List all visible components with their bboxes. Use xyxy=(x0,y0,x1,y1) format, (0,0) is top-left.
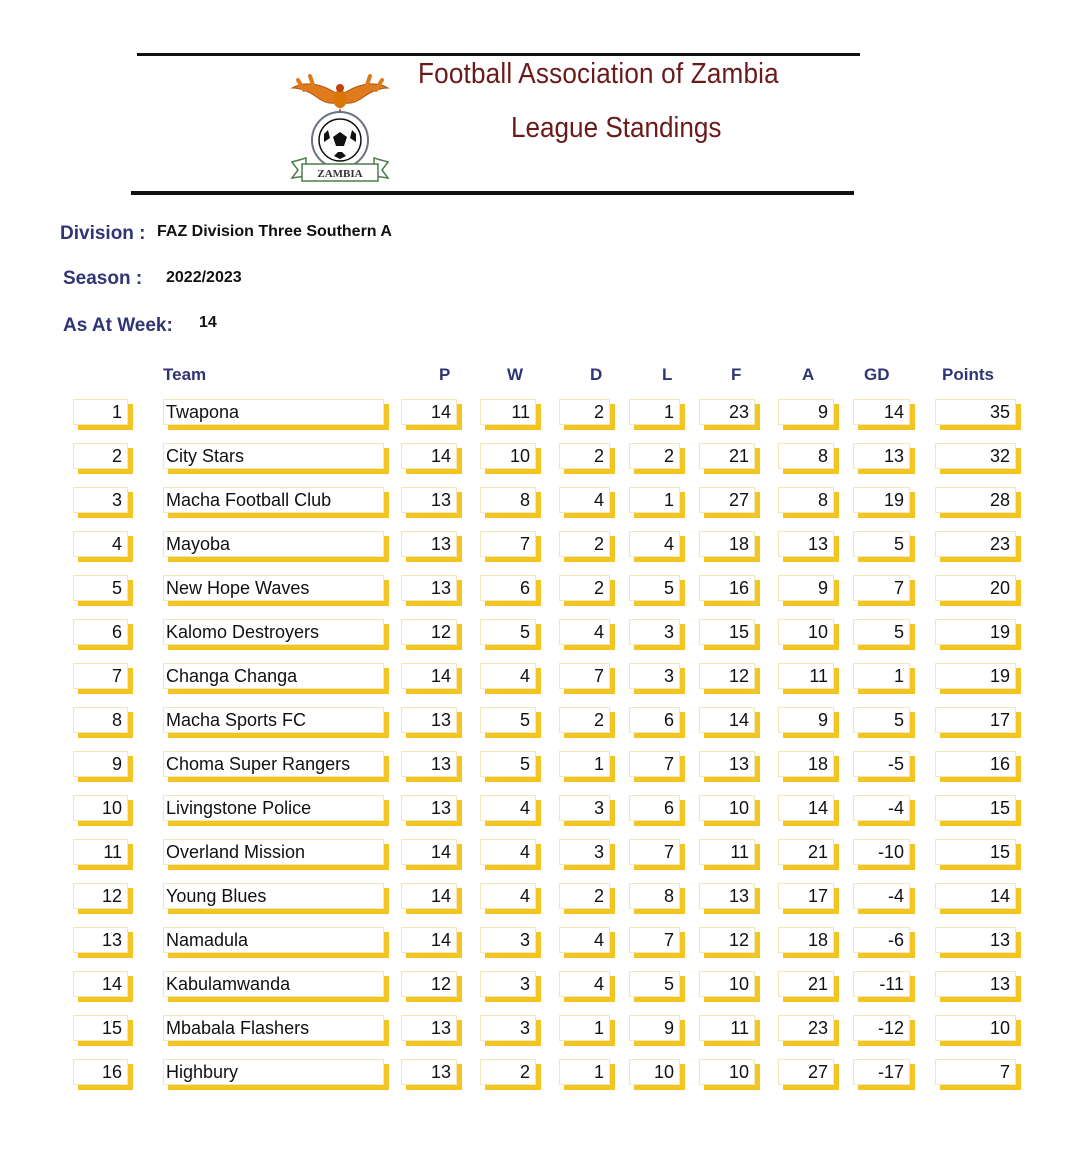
position-cell: 1 xyxy=(73,399,128,425)
points-cell: 35 xyxy=(935,399,1016,425)
goal-difference-cell: 14 xyxy=(853,399,910,425)
won-cell: 4 xyxy=(480,795,536,821)
against-cell: 17 xyxy=(778,883,834,909)
points-cell: 15 xyxy=(935,839,1016,865)
lost-cell: 1 xyxy=(629,399,680,425)
won-cell: 10 xyxy=(480,443,536,469)
team-name-cell: Twapona xyxy=(163,399,384,425)
team-name-cell: Choma Super Rangers xyxy=(163,751,384,777)
week-value: 14 xyxy=(199,314,217,331)
position-cell: 4 xyxy=(73,531,128,557)
played-cell: 14 xyxy=(401,399,457,425)
goal-difference-cell: -10 xyxy=(853,839,910,865)
against-cell: 14 xyxy=(778,795,834,821)
drawn-cell: 4 xyxy=(559,971,610,997)
points-cell: 28 xyxy=(935,487,1016,513)
for-cell: 14 xyxy=(699,707,755,733)
lost-cell: 1 xyxy=(629,487,680,513)
position-cell: 11 xyxy=(73,839,128,865)
position-cell: 9 xyxy=(73,751,128,777)
lost-cell: 3 xyxy=(629,663,680,689)
lost-cell: 5 xyxy=(629,575,680,601)
points-cell: 19 xyxy=(935,663,1016,689)
team-name-cell: Macha Football Club xyxy=(163,487,384,513)
column-header-played: P xyxy=(439,365,451,384)
lost-cell: 7 xyxy=(629,839,680,865)
played-cell: 13 xyxy=(401,795,457,821)
for-cell: 13 xyxy=(699,883,755,909)
for-cell: 10 xyxy=(699,795,755,821)
played-cell: 12 xyxy=(401,619,457,645)
against-cell: 8 xyxy=(778,487,834,513)
lost-cell: 7 xyxy=(629,751,680,777)
drawn-cell: 4 xyxy=(559,619,610,645)
lost-cell: 2 xyxy=(629,443,680,469)
for-cell: 13 xyxy=(699,751,755,777)
drawn-cell: 2 xyxy=(559,707,610,733)
goal-difference-cell: 5 xyxy=(853,531,910,557)
won-cell: 4 xyxy=(480,883,536,909)
page-subtitle: League Standings xyxy=(511,112,722,144)
goal-difference-cell: 1 xyxy=(853,663,910,689)
points-cell: 10 xyxy=(935,1015,1016,1041)
drawn-cell: 2 xyxy=(559,399,610,425)
column-header-against: A xyxy=(802,365,815,384)
season-value: 2022/2023 xyxy=(166,269,242,286)
column-header-team: Team xyxy=(163,365,207,384)
points-cell: 13 xyxy=(935,971,1016,997)
division-value: FAZ Division Three Southern A xyxy=(157,223,392,240)
goal-difference-cell: -17 xyxy=(853,1059,910,1085)
against-cell: 23 xyxy=(778,1015,834,1041)
team-name-cell: Macha Sports FC xyxy=(163,707,384,733)
position-cell: 5 xyxy=(73,575,128,601)
drawn-cell: 7 xyxy=(559,663,610,689)
points-cell: 19 xyxy=(935,619,1016,645)
against-cell: 8 xyxy=(778,443,834,469)
won-cell: 5 xyxy=(480,619,536,645)
for-cell: 10 xyxy=(699,971,755,997)
played-cell: 12 xyxy=(401,971,457,997)
drawn-cell: 1 xyxy=(559,1059,610,1085)
points-cell: 13 xyxy=(935,927,1016,953)
against-cell: 9 xyxy=(778,575,834,601)
goal-difference-cell: 5 xyxy=(853,707,910,733)
against-cell: 18 xyxy=(778,927,834,953)
lost-cell: 10 xyxy=(629,1059,680,1085)
points-cell: 15 xyxy=(935,795,1016,821)
position-cell: 7 xyxy=(73,663,128,689)
for-cell: 12 xyxy=(699,663,755,689)
lost-cell: 9 xyxy=(629,1015,680,1041)
won-cell: 8 xyxy=(480,487,536,513)
played-cell: 13 xyxy=(401,487,457,513)
for-cell: 18 xyxy=(699,531,755,557)
team-name-cell: Kabulamwanda xyxy=(163,971,384,997)
goal-difference-cell: -12 xyxy=(853,1015,910,1041)
against-cell: 9 xyxy=(778,399,834,425)
points-cell: 23 xyxy=(935,531,1016,557)
against-cell: 13 xyxy=(778,531,834,557)
drawn-cell: 1 xyxy=(559,751,610,777)
against-cell: 11 xyxy=(778,663,834,689)
goal-difference-cell: -4 xyxy=(853,883,910,909)
for-cell: 11 xyxy=(699,839,755,865)
played-cell: 13 xyxy=(401,1015,457,1041)
against-cell: 18 xyxy=(778,751,834,777)
team-name-cell: Mbabala Flashers xyxy=(163,1015,384,1041)
points-cell: 32 xyxy=(935,443,1016,469)
against-cell: 21 xyxy=(778,839,834,865)
for-cell: 16 xyxy=(699,575,755,601)
goal-difference-cell: 19 xyxy=(853,487,910,513)
played-cell: 13 xyxy=(401,531,457,557)
points-cell: 16 xyxy=(935,751,1016,777)
played-cell: 14 xyxy=(401,443,457,469)
lost-cell: 6 xyxy=(629,795,680,821)
won-cell: 5 xyxy=(480,751,536,777)
position-cell: 3 xyxy=(73,487,128,513)
page-title: Football Association of Zambia xyxy=(418,58,779,90)
position-cell: 10 xyxy=(73,795,128,821)
position-cell: 15 xyxy=(73,1015,128,1041)
goal-difference-cell: -11 xyxy=(853,971,910,997)
played-cell: 14 xyxy=(401,883,457,909)
drawn-cell: 4 xyxy=(559,487,610,513)
won-cell: 11 xyxy=(480,399,536,425)
team-name-cell: Young Blues xyxy=(163,883,384,909)
column-header-for: F xyxy=(731,365,742,384)
goal-difference-cell: -4 xyxy=(853,795,910,821)
goal-difference-cell: 5 xyxy=(853,619,910,645)
played-cell: 14 xyxy=(401,663,457,689)
position-cell: 16 xyxy=(73,1059,128,1085)
goal-difference-cell: -6 xyxy=(853,927,910,953)
week-label: As At Week: xyxy=(63,315,173,336)
against-cell: 9 xyxy=(778,707,834,733)
position-cell: 13 xyxy=(73,927,128,953)
division-label: Division : xyxy=(60,223,146,244)
header-bottom-rule xyxy=(131,191,854,195)
position-cell: 8 xyxy=(73,707,128,733)
points-cell: 17 xyxy=(935,707,1016,733)
team-name-cell: New Hope Waves xyxy=(163,575,384,601)
header-top-rule xyxy=(137,53,860,56)
column-header-points: Points xyxy=(942,365,994,384)
points-cell: 20 xyxy=(935,575,1016,601)
goal-difference-cell: 13 xyxy=(853,443,910,469)
for-cell: 21 xyxy=(699,443,755,469)
column-header-drawn: D xyxy=(590,365,603,384)
goal-difference-cell: 7 xyxy=(853,575,910,601)
team-name-cell: Changa Changa xyxy=(163,663,384,689)
for-cell: 15 xyxy=(699,619,755,645)
points-cell: 7 xyxy=(935,1059,1016,1085)
faz-logo xyxy=(284,66,396,184)
drawn-cell: 2 xyxy=(559,883,610,909)
won-cell: 5 xyxy=(480,707,536,733)
drawn-cell: 3 xyxy=(559,795,610,821)
drawn-cell: 4 xyxy=(559,927,610,953)
team-name-cell: Overland Mission xyxy=(163,839,384,865)
played-cell: 13 xyxy=(401,1059,457,1085)
column-header-lost: L xyxy=(662,365,673,384)
played-cell: 13 xyxy=(401,707,457,733)
column-header-goal-difference: GD xyxy=(864,365,890,384)
team-name-cell: Mayoba xyxy=(163,531,384,557)
team-name-cell: Kalomo Destroyers xyxy=(163,619,384,645)
drawn-cell: 2 xyxy=(559,531,610,557)
against-cell: 27 xyxy=(778,1059,834,1085)
team-name-cell: City Stars xyxy=(163,443,384,469)
team-name-cell: Namadula xyxy=(163,927,384,953)
for-cell: 23 xyxy=(699,399,755,425)
lost-cell: 4 xyxy=(629,531,680,557)
goal-difference-cell: -5 xyxy=(853,751,910,777)
team-name-cell: Highbury xyxy=(163,1059,384,1085)
drawn-cell: 3 xyxy=(559,839,610,865)
lost-cell: 7 xyxy=(629,927,680,953)
won-cell: 3 xyxy=(480,971,536,997)
position-cell: 12 xyxy=(73,883,128,909)
against-cell: 10 xyxy=(778,619,834,645)
drawn-cell: 2 xyxy=(559,443,610,469)
for-cell: 11 xyxy=(699,1015,755,1041)
lost-cell: 3 xyxy=(629,619,680,645)
season-label: Season : xyxy=(63,268,143,289)
column-header-won: W xyxy=(507,365,524,384)
played-cell: 14 xyxy=(401,927,457,953)
drawn-cell: 2 xyxy=(559,575,610,601)
played-cell: 13 xyxy=(401,751,457,777)
for-cell: 12 xyxy=(699,927,755,953)
won-cell: 3 xyxy=(480,927,536,953)
won-cell: 4 xyxy=(480,663,536,689)
played-cell: 14 xyxy=(401,839,457,865)
position-cell: 6 xyxy=(73,619,128,645)
svg-text:ZAMBIA: ZAMBIA xyxy=(317,168,363,180)
won-cell: 4 xyxy=(480,839,536,865)
position-cell: 2 xyxy=(73,443,128,469)
won-cell: 2 xyxy=(480,1059,536,1085)
won-cell: 7 xyxy=(480,531,536,557)
won-cell: 3 xyxy=(480,1015,536,1041)
position-cell: 14 xyxy=(73,971,128,997)
lost-cell: 8 xyxy=(629,883,680,909)
for-cell: 10 xyxy=(699,1059,755,1085)
played-cell: 13 xyxy=(401,575,457,601)
points-cell: 14 xyxy=(935,883,1016,909)
for-cell: 27 xyxy=(699,487,755,513)
against-cell: 21 xyxy=(778,971,834,997)
lost-cell: 5 xyxy=(629,971,680,997)
team-name-cell: Livingstone Police xyxy=(163,795,384,821)
won-cell: 6 xyxy=(480,575,536,601)
lost-cell: 6 xyxy=(629,707,680,733)
drawn-cell: 1 xyxy=(559,1015,610,1041)
